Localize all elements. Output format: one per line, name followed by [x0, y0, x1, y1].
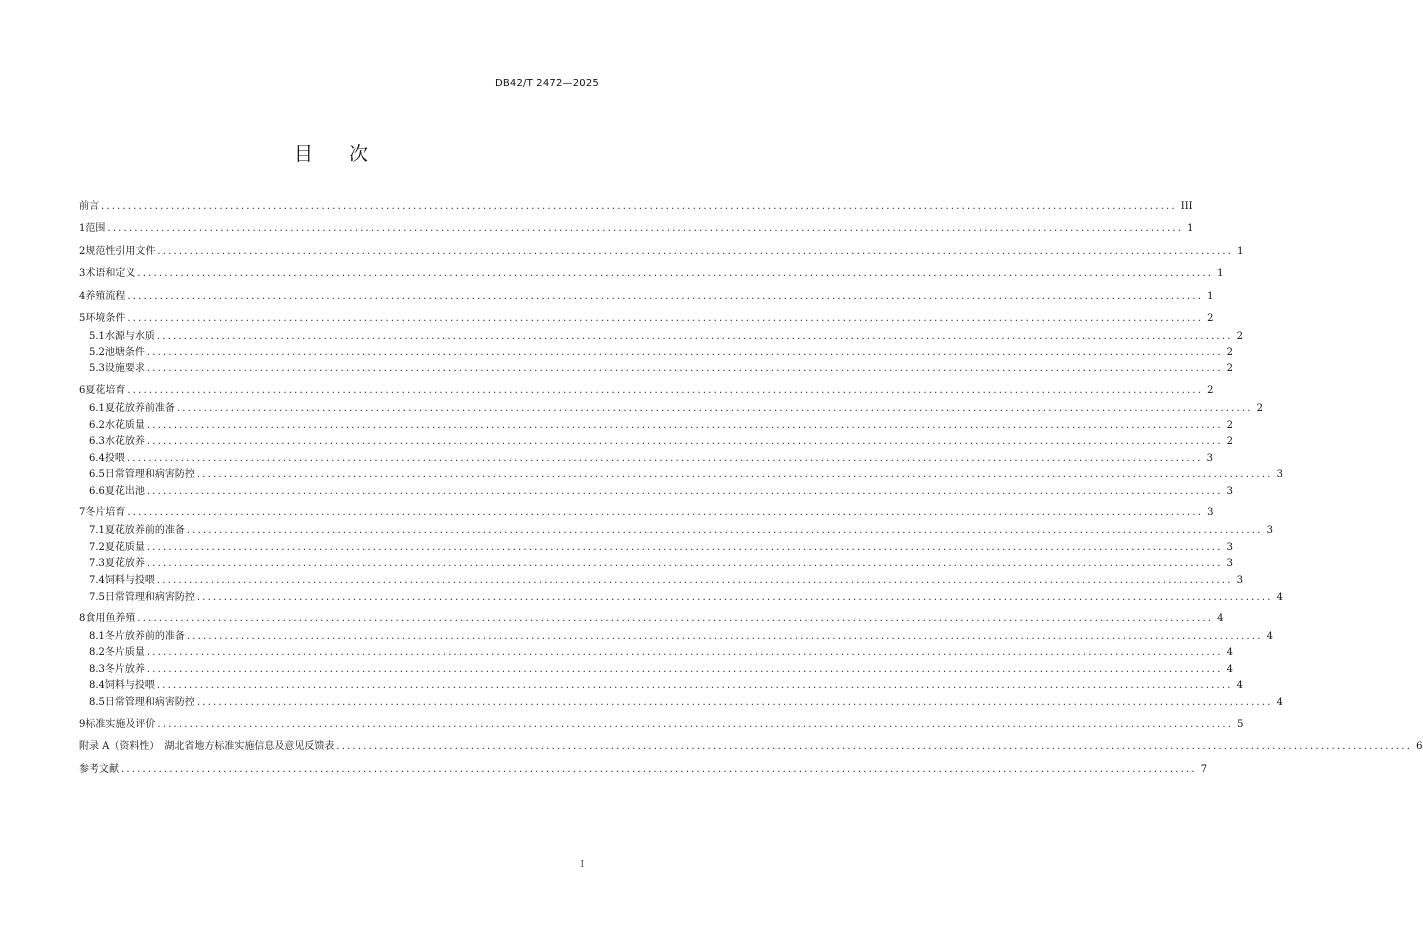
toc-entry-page: 1: [1237, 246, 1244, 257]
toc-entry-number: 7.4: [89, 575, 105, 586]
toc-entry-number: 4: [79, 291, 86, 302]
toc-entry[interactable]: [79, 311, 1214, 327]
toc-entry-number: 6.3: [89, 436, 105, 447]
toc-leader-dots: ........................................................................................................................................................................................................: [146, 558, 1223, 569]
toc-entry[interactable]: [79, 244, 1244, 260]
title-char-right: 次: [349, 143, 369, 165]
toc-entry-number: 6.4: [89, 453, 105, 464]
toc-entry-number: 2: [79, 246, 86, 257]
toc-leader-dots: ........................................................................................................................................................................................................: [156, 575, 1233, 586]
toc-entry-page: 4: [1266, 631, 1274, 642]
toc-entry[interactable]: [79, 762, 1208, 778]
toc-entry-page: III: [1180, 201, 1193, 212]
toc-leader-dots: ........................................................................................................................................................................................................: [186, 631, 1263, 642]
toc-leader-dots: ........................................................................................................................................................................................................: [196, 592, 1273, 603]
toc-entry-label: 前言: [79, 201, 99, 212]
toc-entry[interactable]: [79, 611, 1224, 627]
toc-entry-number: 6.5: [89, 469, 105, 480]
toc-entry-label: 夏花放养: [104, 558, 145, 569]
toc-entry-page: 3: [1207, 507, 1214, 518]
toc-entry-label: 水花放养: [104, 436, 145, 447]
toc-leader-dots: ........................................................................................................................................................................................................: [146, 664, 1223, 675]
toc-entry-page: 4: [1217, 613, 1224, 624]
toc-entry-label: 冬片培育: [85, 507, 126, 518]
toc-entry[interactable]: [79, 451, 1214, 467]
toc-leader-dots: ........................................................................................................................................................................................................: [146, 363, 1223, 374]
toc-leader-dots: ........................................................................................................................................................................................................: [137, 613, 1214, 624]
toc-leader-dots: ........................................................................................................................................................................................................: [127, 291, 1204, 302]
toc-entry-page: 4: [1276, 592, 1284, 603]
toc-leader-dots: ........................................................................................................................................................................................................: [196, 697, 1273, 708]
toc-entry-label: 水源与水质: [104, 331, 155, 342]
toc-leader-dots: ........................................................................................................................................................................................................: [146, 647, 1223, 658]
toc-entry[interactable]: [79, 540, 1234, 556]
toc-entry[interactable]: [79, 345, 1234, 361]
toc-entry-number: 8.3: [89, 664, 105, 675]
toc-entry-label: 池塘条件: [104, 347, 145, 358]
toc-entry-number: 6: [79, 385, 86, 396]
toc-entry-label: 日常管理和病害防控: [104, 592, 195, 603]
toc-entry-number: 8.4: [89, 680, 105, 691]
toc-entry-label: 冬片质量: [104, 647, 145, 658]
toc-entry-number: 7: [79, 507, 86, 518]
toc-entry-number: 5: [79, 313, 86, 324]
toc-entry[interactable]: [79, 383, 1214, 399]
toc-entry-number: 5.2: [89, 347, 105, 358]
toc-entry-page: 3: [1206, 453, 1214, 464]
toc-entry-label: 范围: [85, 223, 106, 234]
toc-entry-label: 夏花培育: [85, 385, 126, 396]
toc-entry-label: 夏花放养前准备: [104, 403, 175, 414]
toc-entry[interactable]: [79, 717, 1244, 733]
toc-leader-dots: ........................................................................................................................................................................................................: [137, 268, 1214, 279]
toc-entry-label: 参考文献: [79, 764, 119, 775]
toc-entry-page: 2: [1226, 420, 1234, 431]
toc-entry-number: 7.2: [89, 542, 105, 553]
toc-entry-label: 冬片放养: [104, 664, 145, 675]
toc-entry[interactable]: [79, 361, 1234, 377]
toc-entry-label: 饲料与投喂: [104, 575, 155, 586]
toc-entry[interactable]: [79, 629, 1274, 645]
toc-entry-page: 4: [1226, 647, 1234, 658]
toc-entry-page: 3: [1266, 525, 1274, 536]
toc-entry[interactable]: [79, 329, 1244, 345]
toc-entry-label: 术语和定义: [85, 268, 136, 279]
toc-entry-page: 2: [1226, 363, 1234, 374]
toc-leader-dots: ........................................................................................................................................................................................................: [126, 453, 1203, 464]
toc-entry-label: 日常管理和病害防控: [104, 697, 195, 708]
toc-leader-dots: ........................................................................................................................................................................................................: [146, 486, 1223, 497]
toc-entry-page: 4: [1276, 697, 1284, 708]
toc-leader-dots: ........................................................................................................................................................................................................: [121, 764, 1197, 775]
toc-entry-number: 6.6: [89, 486, 105, 497]
toc-entry-page: 5: [1237, 719, 1244, 730]
toc-leader-dots: ........................................................................................................................................................................................................: [146, 420, 1223, 431]
toc-entry-page: 2: [1207, 313, 1214, 324]
toc-entry-page: 4: [1226, 664, 1234, 675]
toc-leader-dots: ........................................................................................................................................................................................................: [127, 507, 1204, 518]
toc-entry[interactable]: [79, 484, 1234, 500]
toc-leader-dots: ........................................................................................................................................................................................................: [196, 469, 1273, 480]
toc-entry[interactable]: [79, 266, 1224, 282]
toc-entry-number: 5.3: [89, 363, 105, 374]
toc-leader-dots: ........................................................................................................................................................................................................: [157, 246, 1234, 257]
toc-entry[interactable]: [79, 645, 1234, 661]
toc-entry-label: 日常管理和病害防控: [104, 469, 195, 480]
toc-leader-dots: ........................................................................................................................................................................................................: [107, 223, 1184, 234]
toc-entry[interactable]: [79, 505, 1214, 521]
toc-entry-page: 1: [1217, 268, 1224, 279]
doc-code: DB42/T 2472—2025: [494, 78, 599, 89]
toc-entry[interactable]: [79, 678, 1244, 694]
toc-entry-page: 3: [1236, 575, 1244, 586]
toc-entry-page: 2: [1236, 331, 1244, 342]
toc-entry-number: 8: [79, 613, 86, 624]
toc-entry-number: 5.1: [89, 331, 105, 342]
toc-entry-number: 7.1: [89, 525, 105, 536]
toc-entry[interactable]: [79, 573, 1244, 589]
toc-entry[interactable]: [79, 434, 1234, 450]
toc-entry-page: 2: [1207, 385, 1214, 396]
toc-leader-dots: ........................................................................................................................................................................................................: [336, 741, 1413, 752]
toc-entry-number: 8.2: [89, 647, 105, 658]
page-number: I: [580, 860, 584, 870]
toc-entry-page: 3: [1226, 558, 1234, 569]
toc-entry-label: 夏花放养前的准备: [104, 525, 185, 536]
toc-leader-dots: ........................................................................................................................................................................................................: [127, 385, 1204, 396]
toc-entry-number: 7.3: [89, 558, 105, 569]
toc-entry[interactable]: [79, 467, 1284, 483]
toc-entry-page: 1: [1207, 291, 1214, 302]
toc-entry-page: 3: [1226, 486, 1234, 497]
toc-entry-number: 6.2: [89, 420, 105, 431]
toc-entry-label: 饲料与投喂: [104, 680, 155, 691]
toc-entry-label: 水花质量: [104, 420, 145, 431]
toc-leader-dots: ........................................................................................................................................................................................................: [186, 525, 1263, 536]
toc-entry-page: 6: [1416, 741, 1423, 752]
toc-entry[interactable]: [79, 662, 1234, 678]
toc-leader-dots: ........................................................................................................................................................................................................: [146, 347, 1223, 358]
toc-entry-label: 冬片放养前的准备: [104, 631, 185, 642]
toc-leader-dots: ........................................................................................................................................................................................................: [146, 542, 1223, 553]
toc-leader-dots: ........................................................................................................................................................................................................: [157, 719, 1234, 730]
toc-entry-page: 4: [1236, 680, 1244, 691]
title-char-left: 目: [293, 143, 313, 165]
toc-leader-dots: ........................................................................................................................................................................................................: [146, 436, 1223, 447]
toc-entry-page: 3: [1226, 542, 1234, 553]
toc-entry[interactable]: [79, 590, 1284, 606]
toc-entry-page: 2: [1256, 403, 1264, 414]
toc-entry-number: 6.1: [89, 403, 105, 414]
toc-leader-dots: ........................................................................................................................................................................................................: [156, 680, 1233, 691]
toc-entry[interactable]: [79, 695, 1284, 711]
toc-leader-dots: ........................................................................................................................................................................................................: [156, 331, 1233, 342]
toc-entry[interactable]: [79, 199, 1193, 215]
toc-entry-label: 附录 A（资料性） 湖北省地方标准实施信息及意见反馈表: [79, 741, 335, 752]
toc-entry[interactable]: [79, 556, 1234, 572]
toc-entry[interactable]: [79, 289, 1214, 305]
page-title: [0, 139, 662, 166]
toc-entry-page: 2: [1226, 436, 1234, 447]
toc-entry-page: 3: [1276, 469, 1284, 480]
toc-entry[interactable]: [79, 401, 1264, 417]
toc-entry-number: 7.5: [89, 592, 105, 603]
toc-entry-label: 设施要求: [104, 363, 145, 374]
toc-entry[interactable]: [79, 418, 1234, 434]
toc-entry-number: 1: [79, 223, 86, 234]
toc-entry-number: 3: [79, 268, 86, 279]
toc-entry-label: 夏花出池: [104, 486, 145, 497]
toc-entry-label: 食用鱼养殖: [85, 613, 136, 624]
toc-entry[interactable]: [79, 739, 1423, 755]
toc-entry-page: 2: [1226, 347, 1234, 358]
toc-entry-label: 规范性引用文件: [85, 246, 156, 257]
toc-entry-label: 标准实施及评价: [85, 719, 156, 730]
toc-entry-number: 9: [79, 719, 86, 730]
toc-leader-dots: ........................................................................................................................................................................................................: [127, 313, 1204, 324]
toc-entry-page: 1: [1187, 223, 1194, 234]
toc-entry-label: 养殖流程: [85, 291, 126, 302]
toc-leader-dots: ........................................................................................................................................................................................................: [176, 403, 1253, 414]
toc-entry-label: 夏花质量: [104, 542, 145, 553]
toc-entry-label: 环境条件: [85, 313, 126, 324]
toc-entry-number: 8.5: [89, 697, 105, 708]
toc-entry[interactable]: [79, 221, 1194, 237]
toc-leader-dots: ........................................................................................................................................................................................................: [101, 201, 1177, 212]
toc-entry-number: 8.1: [89, 631, 105, 642]
toc-entry-label: 投喂: [104, 453, 125, 464]
toc-entry-page: 7: [1200, 764, 1208, 775]
toc-entry[interactable]: [79, 523, 1274, 539]
